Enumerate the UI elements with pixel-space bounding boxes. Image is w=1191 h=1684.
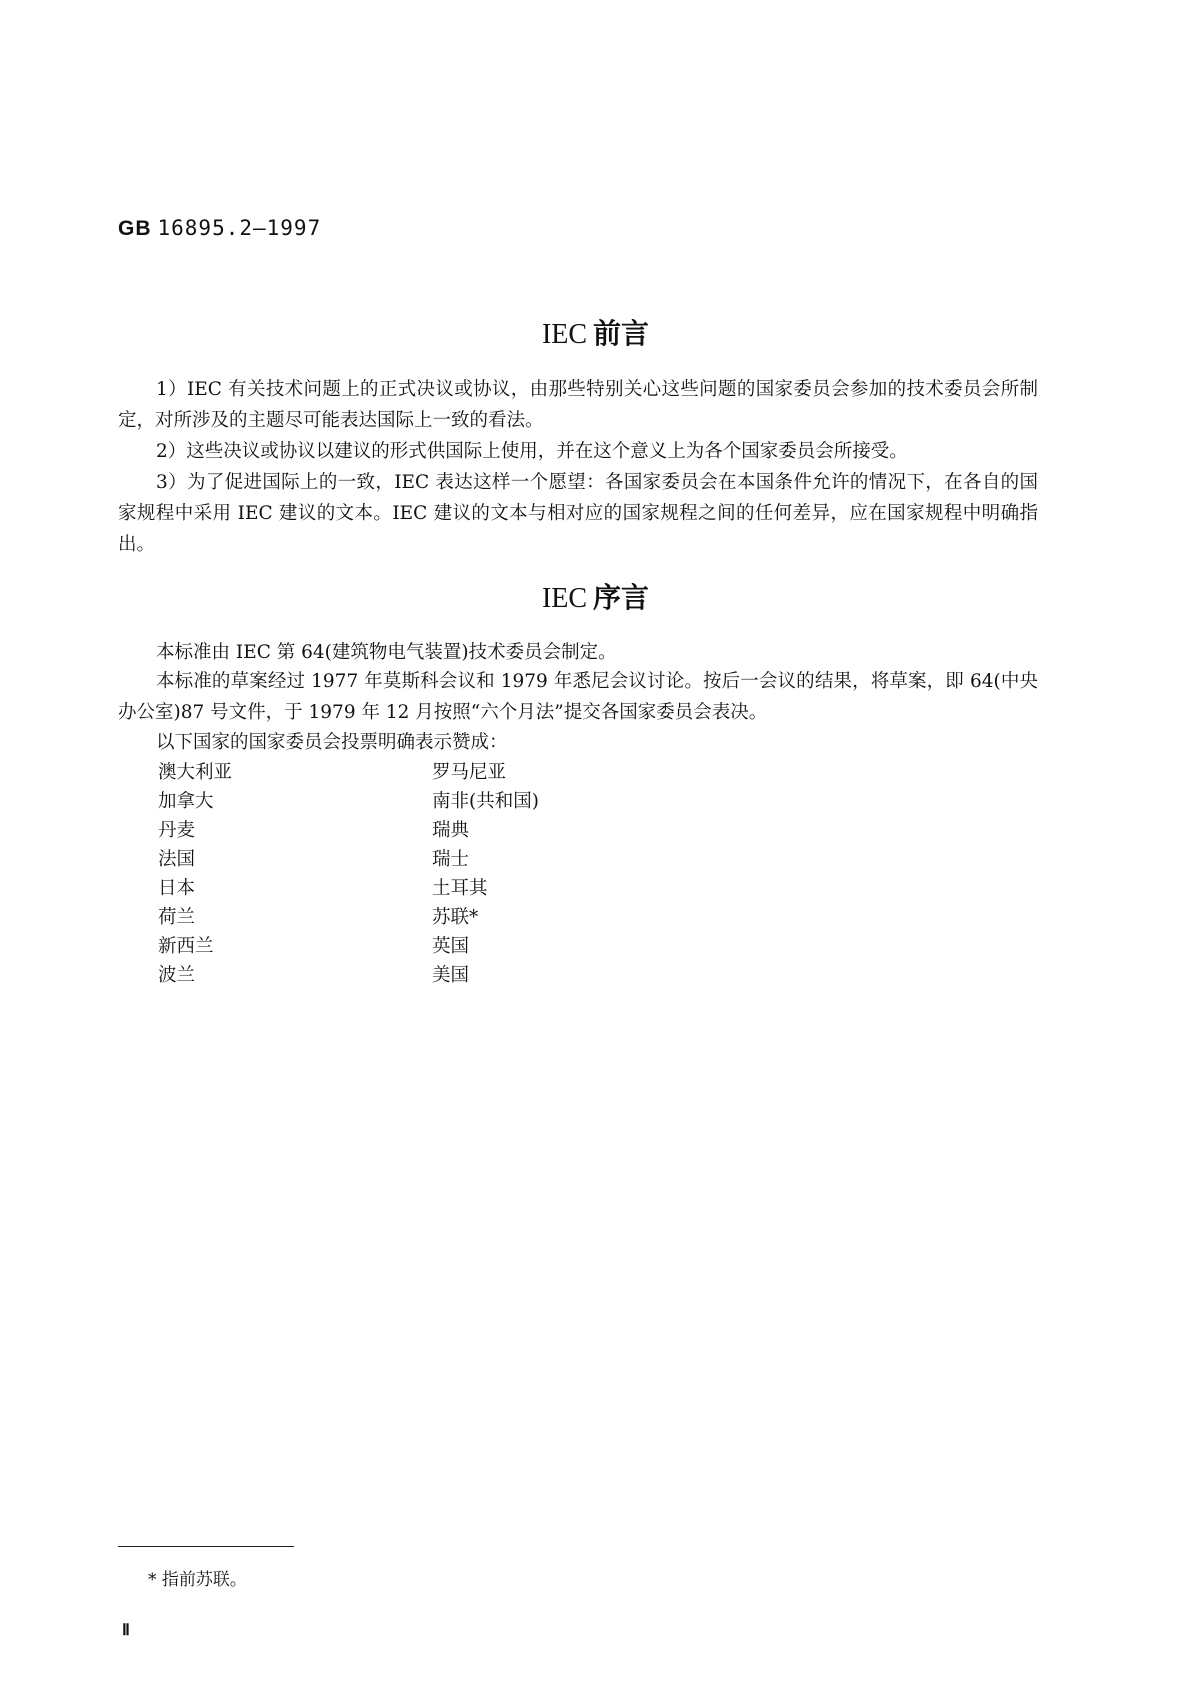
standard-number: 16895.2—1997 bbox=[157, 216, 322, 240]
country-left: 波兰 bbox=[158, 965, 196, 986]
country-right: 英国 bbox=[432, 936, 470, 957]
page-number: Ⅱ bbox=[122, 1622, 130, 1639]
country-right: 罗马尼亚 bbox=[432, 762, 507, 783]
country-right: 南非(共和国) bbox=[432, 791, 539, 812]
preface-title-latin: IEC bbox=[541, 583, 588, 614]
country-right: 瑞典 bbox=[432, 820, 470, 841]
country-left: 丹麦 bbox=[158, 820, 196, 841]
country-left: 新西兰 bbox=[158, 936, 214, 957]
country-left: 法国 bbox=[158, 849, 196, 870]
foreword-title bbox=[0, 312, 1191, 352]
preface-paragraph-2: 本标准的草案经过 1977 年莫斯科会议和 1979 年悉尼会议讨论。按后一会议的结果，将草案，即 64(中央办公室)87 号文件，于 1979 年 12 月按照“六个月法”提交各国家委员会表决。 bbox=[118, 671, 1038, 723]
foreword-title-cjk: 前言 bbox=[593, 317, 650, 350]
preface-paragraph-1: 本标准由 IEC 第 64(建筑物电气装置)技术委员会制定。 bbox=[156, 642, 617, 663]
country-left: 日本 bbox=[158, 878, 196, 899]
country-right: 美国 bbox=[432, 965, 470, 986]
foreword-item-2: 2）这些决议或协议以建议的形式供国际上使用，并在这个意义上为各个国家委员会所接受。 bbox=[156, 441, 908, 462]
standard-prefix: GB bbox=[118, 217, 152, 240]
country-right: 苏联* bbox=[432, 907, 479, 928]
preface-title-cjk: 序言 bbox=[593, 581, 650, 614]
footnote-divider bbox=[118, 1546, 294, 1547]
country-left: 荷兰 bbox=[158, 907, 196, 928]
foreword-title-latin: IEC bbox=[541, 319, 588, 350]
country-right: 瑞士 bbox=[432, 849, 470, 870]
footnote: * 指前苏联。 bbox=[148, 1570, 247, 1590]
country-left: 加拿大 bbox=[158, 791, 214, 812]
country-right: 土耳其 bbox=[432, 878, 488, 899]
foreword-item-1: 1）IEC 有关技术问题上的正式决议或协议，由那些特别关心这些问题的国家委员会参加的技术委员会所制定，对所涉及的主题尽可能表达国际上一致的看法。 bbox=[118, 379, 1038, 431]
foreword-item-3: 3）为了促进国际上的一致，IEC 表达这样一个愿望：各国家委员会在本国条件允许的情况下，在各自的国家规程中采用 IEC 建议的文本。IEC 建议的文本与相对应的国家规程之间的任何差异，应在国家规程中明确指出。 bbox=[118, 472, 1038, 555]
page-header bbox=[118, 216, 321, 241]
preface-paragraph-3: 以下国家的国家委员会投票明确表示赞成： bbox=[156, 732, 508, 753]
country-left: 澳大利亚 bbox=[158, 762, 233, 783]
preface-title bbox=[0, 576, 1191, 616]
